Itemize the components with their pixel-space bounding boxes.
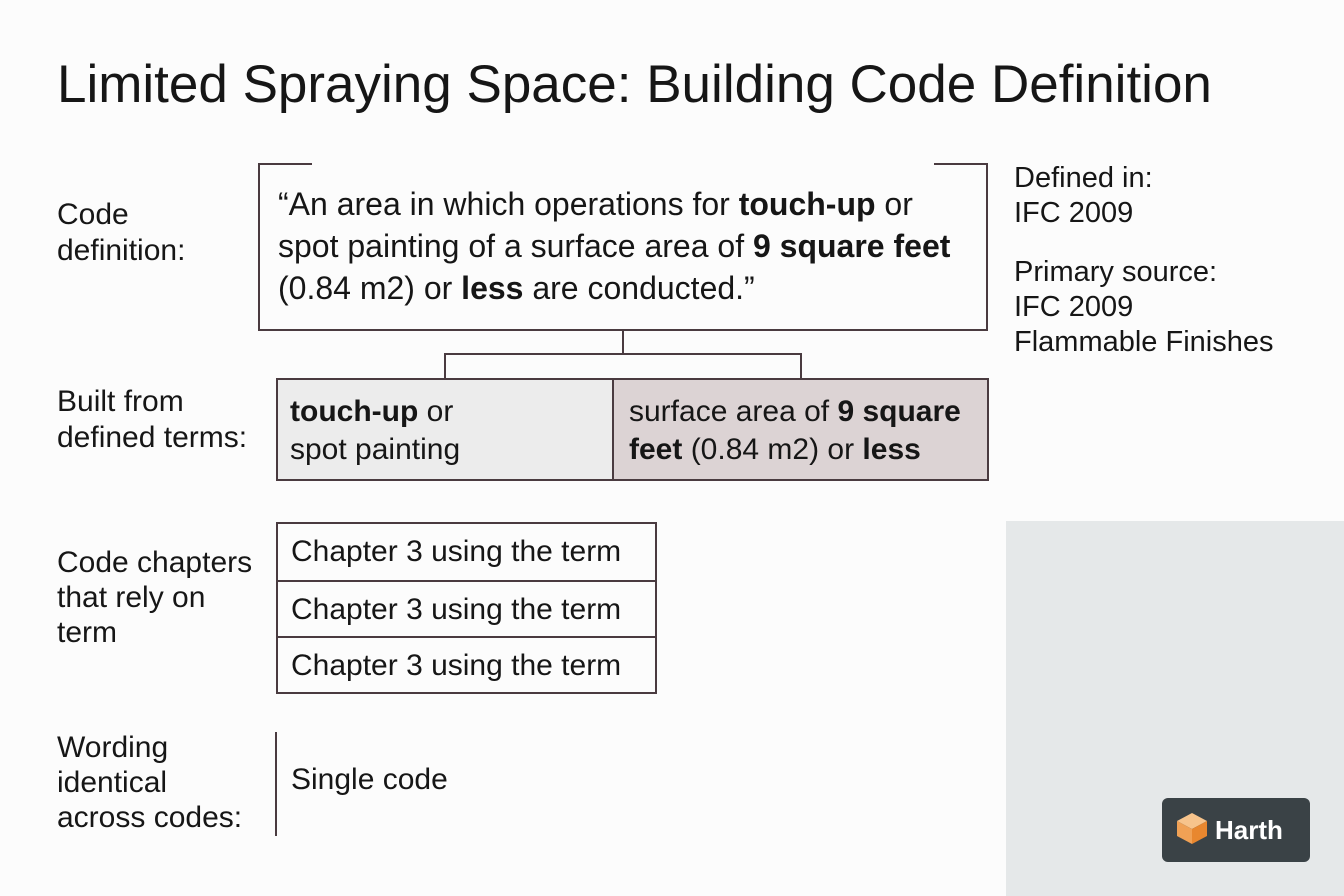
chapter-row: Chapter 3 using the term — [278, 580, 655, 636]
page-title: Limited Spraying Space: Building Code Definition — [57, 55, 1212, 114]
quote-box-top-left-edge — [260, 163, 312, 165]
logo-text: Harth — [1215, 814, 1283, 845]
wording-value: Single code — [291, 763, 448, 796]
chapter-row: Chapter 3 using the term — [278, 636, 655, 692]
connector-left-drop — [444, 353, 446, 379]
primary-source-info: Primary source: IFC 2009 Flammable Finishes — [1014, 256, 1274, 358]
definition-quote: “An area in which operations for touch-up or spot painting of a surface area of 9 square feet (0.84 m2) or less are conducted.” — [278, 186, 951, 306]
defined-term-touch-up: touch-up or spot painting — [276, 378, 614, 481]
cube-icon — [1162, 810, 1210, 851]
wording-identical-label: Wording identical across codes: — [57, 731, 243, 834]
connector-right-drop — [800, 353, 802, 379]
wording-divider — [275, 732, 277, 836]
definition-quote-box — [258, 163, 988, 331]
code-chapters-label: Code chapters that rely on term — [57, 546, 253, 649]
quote-box-top-right-edge — [934, 163, 986, 165]
connector-bar — [444, 353, 802, 355]
chapter-list — [276, 522, 657, 694]
defined-in-info: Defined in: IFC 2009 — [1014, 162, 1153, 229]
built-from-label: Built from defined terms: — [57, 385, 248, 454]
harth-logo — [1162, 798, 1310, 862]
code-definition-label: Code definition: — [57, 198, 186, 267]
chapter-row: Chapter 3 using the term — [291, 535, 622, 568]
connector-stem — [622, 331, 624, 354]
defined-term-surface-area: surface area of 9 square feet (0.84 m2) or less — [612, 378, 989, 481]
